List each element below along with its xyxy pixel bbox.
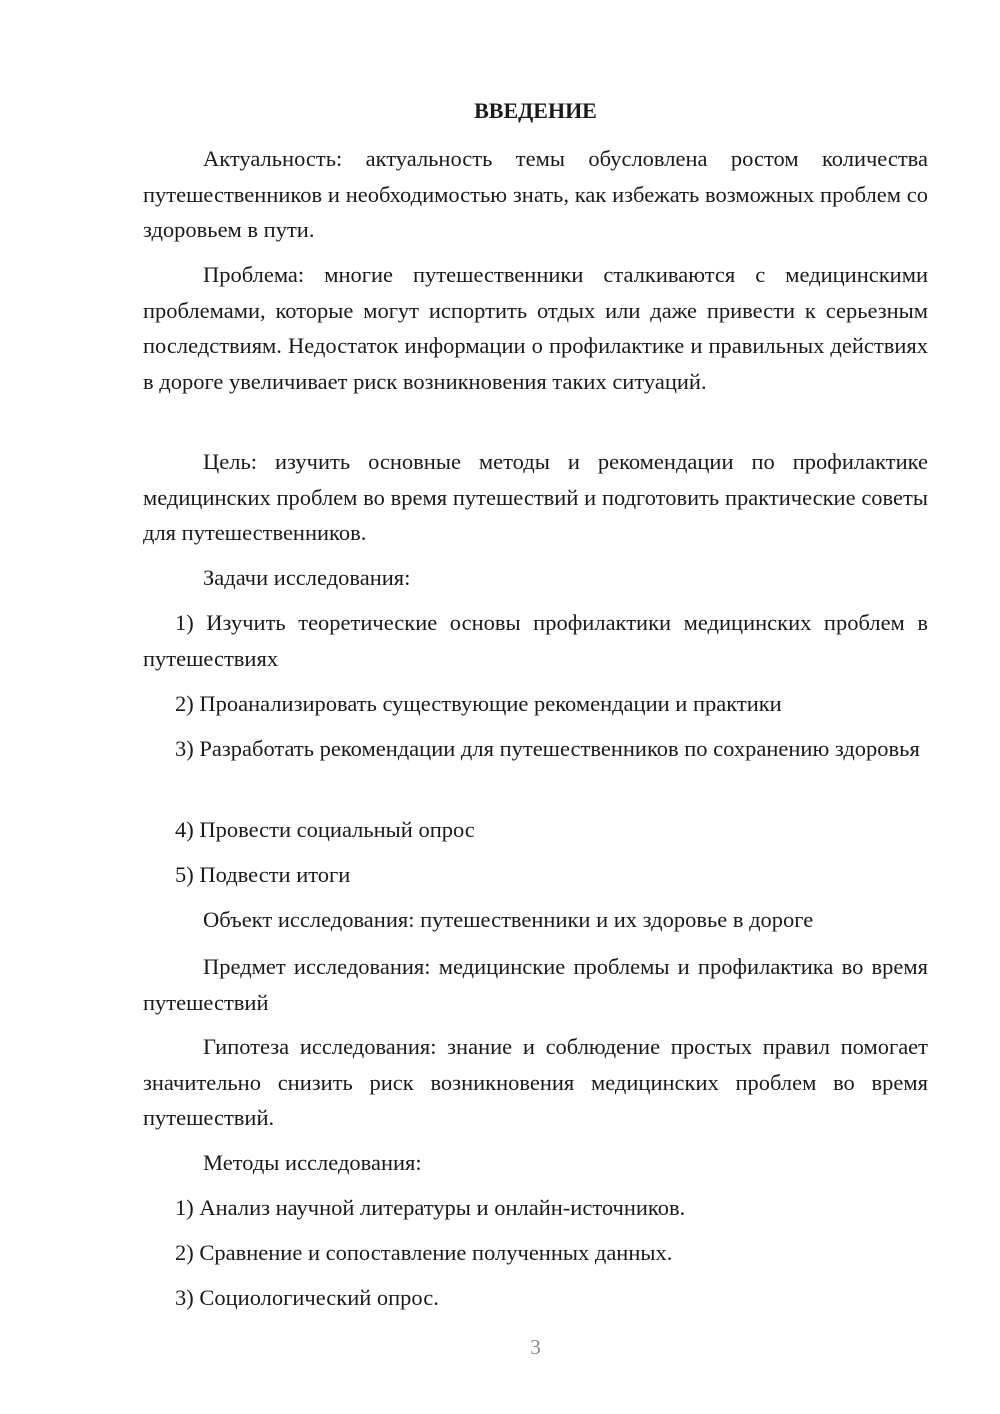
section-heading: ВВЕДЕНИЕ <box>474 98 597 123</box>
task-item-3: 3) Разработать рекомендации для путешественников по сохранению здоровья <box>175 736 920 761</box>
task-item-1: 1) Изучить теоретические основы профилактики медицинских проблем в путешествиях <box>143 610 928 671</box>
page-number: 3 <box>530 1335 541 1359</box>
paragraph-subject: Предмет исследования: медицинские проблемы и профилактика во время путешествий <box>143 954 928 1015</box>
task-item-4: 4) Провести социальный опрос <box>175 817 475 842</box>
paragraph-goal: Цель: изучить основные методы и рекомендации по профилактике медицинских проблем во время путешествий и подготовить практические советы для путешественников. <box>143 449 928 545</box>
paragraph-object: Объект исследования: путешественники и их здоровье в дороге <box>203 907 814 932</box>
paragraph-hypothesis: Гипотеза исследования: знание и соблюдение простых правил помогает значительно снизить риск возникновения медицинских проблем во время путешествий. <box>143 1034 928 1130</box>
method-item-1: 1) Анализ научной литературы и онлайн-источников. <box>175 1195 686 1220</box>
task-item-2: 2) Проанализировать существующие рекомендации и практики <box>175 691 782 716</box>
tasks-title: Задачи исследования: <box>203 565 411 590</box>
method-item-3: 3) Социологический опрос. <box>175 1285 439 1310</box>
task-item-5: 5) Подвести итоги <box>175 862 351 887</box>
paragraph-problem: Проблема: многие путешественники сталкиваются с медицинскими проблемами, которые могут испортить отдых или даже привести к серьезным последствиям. Недостаток информации о профилактике и правильных действиях в дороге увеличивает риск возникновения таких ситуаций. <box>143 262 928 394</box>
method-item-2: 2) Сравнение и сопоставление полученных данных. <box>175 1240 673 1265</box>
paragraph-relevance: Актуальность: актуальность темы обусловлена ростом количества путешественников и необходимостью знать, как избежать возможных проблем со здоровьем в пути. <box>143 146 928 242</box>
methods-title: Методы исследования: <box>203 1150 422 1175</box>
